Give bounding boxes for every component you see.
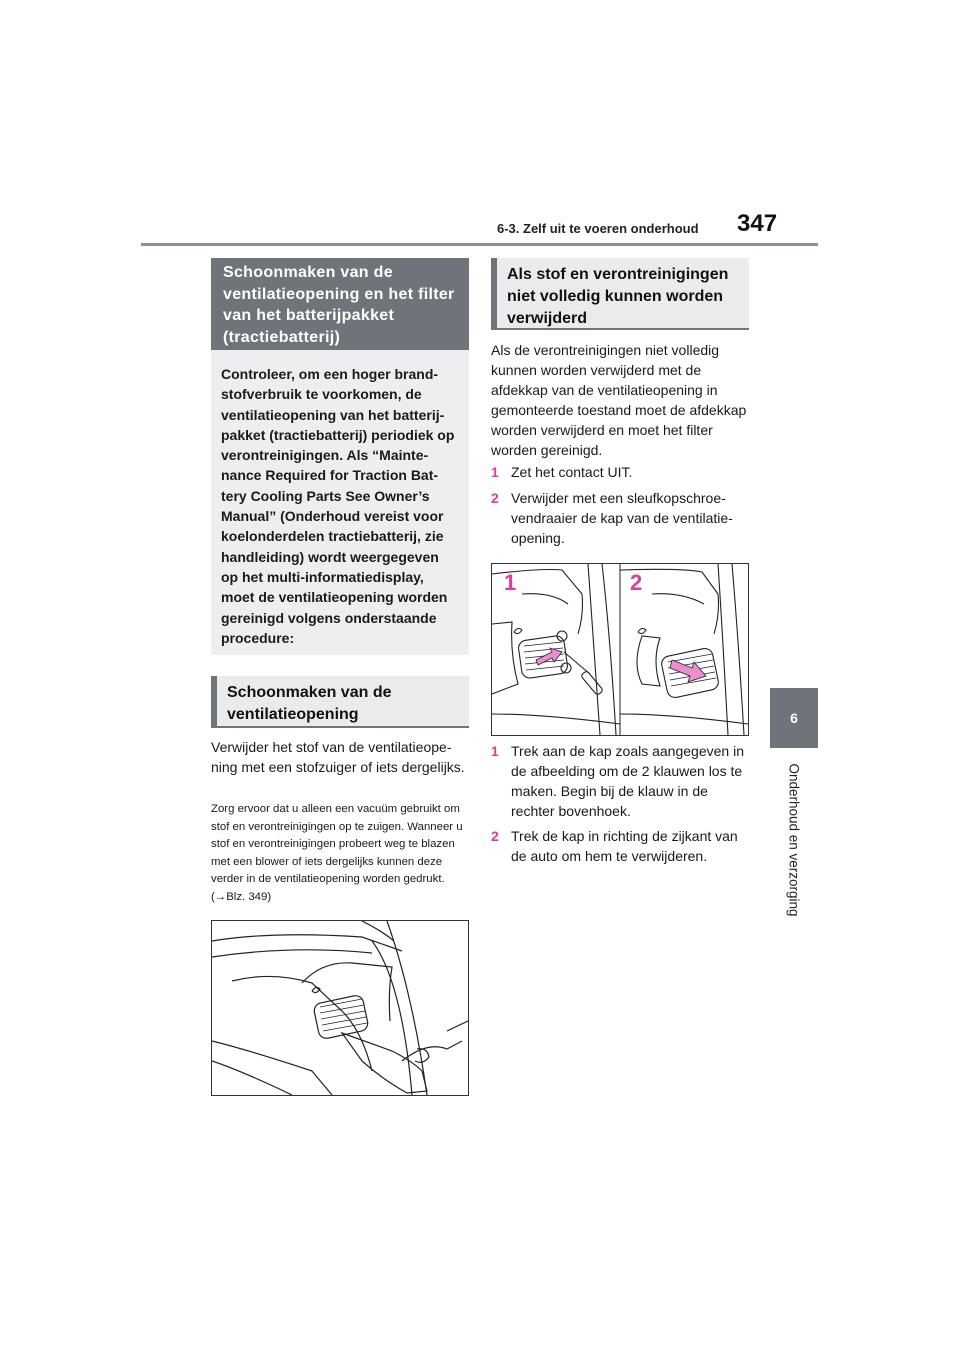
page-number: 347 [737,210,778,237]
chapter-label [782,760,806,920]
step-contact-off [491,462,753,482]
step-text: Trek aan de kap zoals aangegeven in de afbeelding om de 2 klauwen los te maken. Begin bij de klauw in de rechter bovenhoek. [511,743,744,819]
figure-label-2: 2 [630,570,643,595]
header-divider [141,243,818,246]
step-text: Trek de kap in richting de zijkant van de auto om hem te verwijderen. [511,828,738,864]
section-heading-cleaning-filter: Schoonmaken van de ventilatieopening en het filter van het batterijpakket (tractiebatterij) [211,258,469,350]
step-remove-cap [491,488,753,548]
intro-text: Controleer, om een hoger brandstofverbruik te voorkomen, de ventilatieopening van het batterijpakket (tractiebatterij) periodiek op verontreinigingen. Als “Maintenance Required for Traction Battery Cooling Parts See Owner’s Manual” (Onderhoud vereist voor koelonderdelen tractiebatterij, zie handleiding) wordt weergegeven op het multi-informatiedisplay, moet de ventilatieopening worden gereinigd volgens onderstaande procedure: [221,366,455,646]
note-text-main: Zorg ervoor dat u alleen een vacuüm gebruikt om stof en verontreinigingen op te zuigen. Wanneer u stof en verontreinigingen probeert weg te blazen met een blower of iets dergelijks kunnen deze verder in de ventilatieopening worden gedrukt. ( [211,803,463,903]
step-number: 1 [491,743,499,759]
step-text: Verwijder met een sleufkopschroevendraaier de kap van de ventilatieopening. [511,490,733,546]
chapter-tab: 6 [770,688,818,748]
section-title: 6-3. Zelf uit te voeren onderhoud [497,221,699,236]
arrow-right-icon: → [214,890,227,903]
step-pull-cap [491,826,753,866]
step-number: 2 [491,828,499,844]
step-release-claws [491,741,753,821]
intro-box [211,350,469,655]
vacuum-instruction: Verwijder het stof van de ventilatieopening met een stofzuiger of iets dergelijks. [211,739,465,775]
step-number: 1 [491,464,499,480]
figure-label-1: 1 [504,570,517,595]
cap-removal-drawing [492,564,748,735]
removal-intro-text: Als de verontreinigingen niet volledig kunnen worden verwijderd met de afdekkap van de ventilatieopening in gemonteerde toestand moet de afdekkap worden verwijderd en moet het filter worden gereinigd. [491,342,747,458]
subheading-cleaning-vent: Schoonmaken van de ventilatieopening [211,676,469,728]
chapter-label-text: Onderhoud en verzorging [786,763,802,917]
step-text: Zet het contact UIT. [511,464,633,480]
page-reference-link[interactable]: Blz. 349) [226,890,272,903]
cap-removal-illustration [491,563,749,736]
vacuum-illustration [211,920,469,1096]
note-text [211,801,469,907]
heading-not-fully-removed: Als stof en verontreinigingen niet volledig kunnen worden verwijderd [491,258,749,330]
vacuum-illustration-drawing [212,921,468,1095]
step-number: 2 [491,490,499,506]
